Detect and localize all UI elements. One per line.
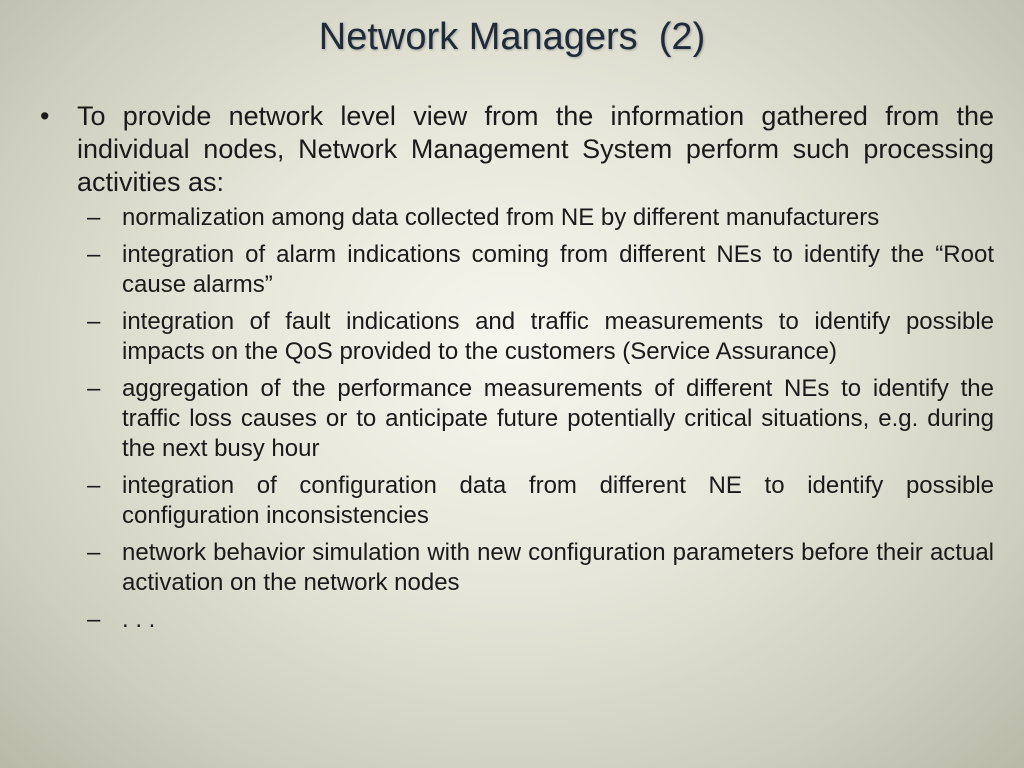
dash-icon: –	[87, 204, 101, 231]
bullet-dot-icon: •	[40, 101, 50, 131]
sub-bullet-list	[87, 203, 994, 635]
sub-bullet-item	[87, 307, 994, 367]
slide-content	[40, 100, 994, 642]
sub-bullet-text: integration of configuration data from different NE to identify possible configuration inconsistencies	[122, 472, 994, 529]
dash-icon: –	[87, 606, 101, 633]
sub-bullet-item	[87, 374, 994, 464]
dash-icon: –	[87, 375, 101, 402]
dash-icon: –	[87, 539, 101, 566]
dash-icon: –	[87, 241, 101, 268]
dash-icon: –	[87, 472, 101, 499]
sub-bullet-item	[87, 240, 994, 300]
sub-bullet-item	[87, 203, 994, 233]
sub-bullet-text: . . .	[122, 606, 156, 633]
dash-icon: –	[87, 308, 101, 335]
sub-bullet-item	[87, 538, 994, 598]
sub-bullet-item	[87, 471, 994, 531]
main-bullet-text: To provide network level view from the information gathered from the individual nodes, Network Management System perform such processing activities as:	[77, 101, 994, 197]
sub-bullet-text: network behavior simulation with new configuration parameters before their actual activation on the network nodes	[122, 539, 994, 596]
sub-bullet-text: integration of fault indications and traffic measurements to identify possible impacts on the QoS provided to the customers (Service Assurance)	[122, 308, 994, 365]
sub-bullet-text: normalization among data collected from NE by different manufacturers	[122, 204, 880, 231]
sub-bullet-item	[87, 605, 994, 635]
slide-title: Network Managers (2)	[318, 16, 706, 58]
sub-bullet-text: integration of alarm indications coming from different NEs to identify the “Root cause alarms”	[122, 241, 994, 298]
sub-bullet-text: aggregation of the performance measurements of different NEs to identify the traffic loss causes or to anticipate future potentially critical situations, e.g. during the next busy hour	[122, 375, 994, 462]
main-bullet	[40, 100, 994, 199]
